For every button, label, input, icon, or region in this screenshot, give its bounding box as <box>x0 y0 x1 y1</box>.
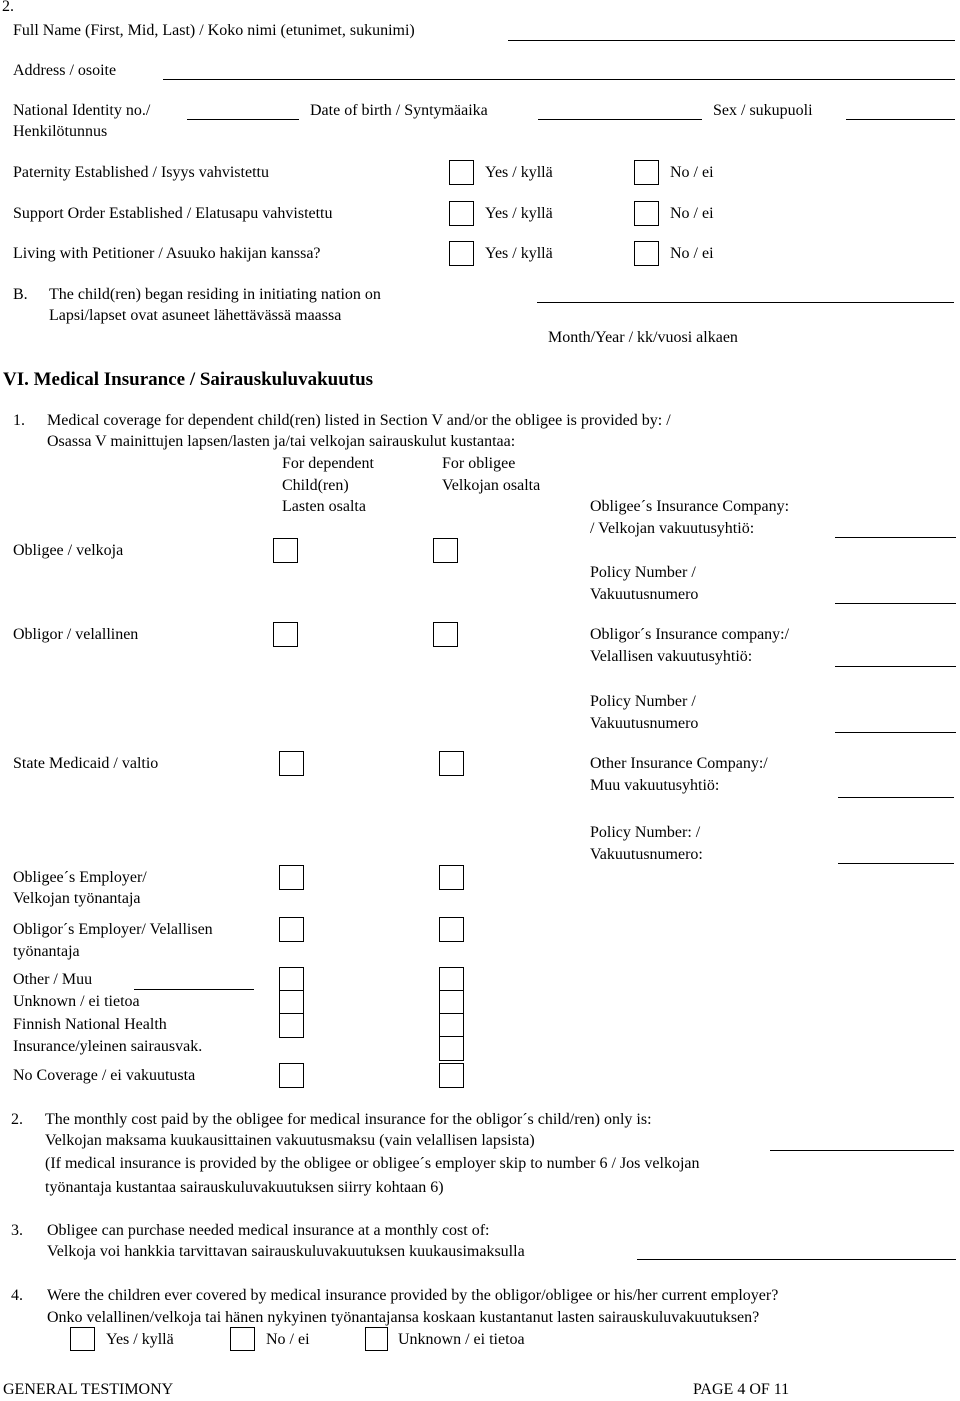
residence-line2: Lapsi/lapset ovat asuneet lähettävässä maassa <box>49 307 342 324</box>
q1-number: 1. <box>13 412 25 429</box>
obligor-company-field[interactable] <box>835 666 956 667</box>
col-dependent-2: Child(ren) <box>282 477 349 494</box>
finnish-obligee-checkbox[interactable] <box>439 1013 464 1038</box>
no-coverage-dependent-checkbox[interactable] <box>279 1063 304 1088</box>
section-vi-title: VI. Medical Insurance / Sairauskuluvakuutus <box>3 369 374 390</box>
address-label: Address / osoite <box>13 62 117 79</box>
policy-number-2-field[interactable] <box>835 732 956 733</box>
obligee-dependent-checkbox[interactable] <box>273 538 298 563</box>
obligee-company-label: Obligee´s Insurance Company: <box>590 498 790 515</box>
footer-page-number: PAGE 4 OF 11 <box>693 1381 790 1398</box>
row-finnish-label: Finnish National Health <box>13 1016 167 1033</box>
full-name-field[interactable] <box>508 40 955 41</box>
unknown-obligee-checkbox[interactable] <box>439 990 464 1015</box>
support-order-yes-label: Yes / kyllä <box>485 205 553 222</box>
footer-title: GENERAL TESTIMONY <box>3 1381 174 1398</box>
q2-line4: työnantaja kustantaa sairauskuluvakuutuksen siirry kohtaan 6) <box>45 1179 444 1196</box>
obligee-company-field[interactable] <box>835 537 956 538</box>
page-number: 2. <box>2 0 14 15</box>
q2-line3: (If medical insurance is provided by the obligee or obligee´s employer skip to number 6 / Jos velkojan <box>45 1155 700 1172</box>
row-no-coverage-label: No Coverage / ei vakuutusta <box>13 1067 196 1084</box>
q4-unknown-checkbox[interactable] <box>365 1327 388 1351</box>
paternity-no-checkbox[interactable] <box>634 160 659 185</box>
medicaid-obligee-checkbox[interactable] <box>439 751 464 776</box>
living-yes-label: Yes / kyllä <box>485 245 553 262</box>
col-dependent-3: Lasten osalta <box>282 498 366 515</box>
q4-no-label: No / ei <box>266 1331 310 1348</box>
obligor-employer-obligee-checkbox[interactable] <box>439 917 464 942</box>
sex-label: Sex / sukupuoli <box>713 102 813 119</box>
living-no-checkbox[interactable] <box>634 241 659 266</box>
row-obligee-label: Obligee / velkoja <box>13 542 124 559</box>
q2-line2: Velkojan maksama kuukausittainen vakuutusmaksu (vain velallisen lapsista) <box>45 1132 535 1149</box>
q4-unknown-label: Unknown / ei tietoa <box>398 1331 525 1348</box>
q2-cost-field[interactable] <box>770 1150 954 1151</box>
other-company-label-fi: Muu vakuutusyhtiö: <box>590 777 720 794</box>
obligor-employer-dependent-checkbox[interactable] <box>279 917 304 942</box>
obligor-company-label: Obligor´s Insurance company:/ <box>590 626 790 643</box>
row-finnish-label-2: Insurance/yleinen sairausvak. <box>13 1038 203 1055</box>
full-name-label: Full Name (First, Mid, Last) / Koko nimi (etunimet, sukunimi) <box>13 22 415 39</box>
policy-number-1-field[interactable] <box>835 603 956 604</box>
residence-date-field[interactable] <box>537 302 954 303</box>
living-no-label: No / ei <box>670 245 714 262</box>
q3-cost-field[interactable] <box>637 1259 956 1260</box>
row-obligor-employer-label-fi: työnantaja <box>13 943 80 960</box>
support-order-yes-checkbox[interactable] <box>449 201 474 226</box>
q3-line1: Obligee can purchase needed medical insurance at a monthly cost of: <box>47 1222 490 1239</box>
paternity-label: Paternity Established / Isyys vahvistettu <box>13 164 269 181</box>
q4-line2: Onko velallinen/velkoja tai hänen nykyinen työnantajansa koskaan kustantanut lasten sairauskuluvakuutuksen? <box>47 1309 760 1326</box>
paternity-yes-checkbox[interactable] <box>449 160 474 185</box>
policy-number-1-label: Policy Number / <box>590 564 696 581</box>
obligee-employer-dependent-checkbox[interactable] <box>279 865 304 890</box>
policy-number-2-label: Policy Number / <box>590 693 696 710</box>
national-id-label-fi: Henkilötunnus <box>13 123 108 140</box>
sex-field[interactable] <box>846 119 955 120</box>
row-obligee-employer-label-fi: Velkojan työnantaja <box>13 890 141 907</box>
q4-yes-label: Yes / kyllä <box>106 1331 174 1348</box>
q1-line2: Osassa V mainittujen lapsen/lasten ja/tai velkojan sairauskulut kustantaa: <box>47 433 516 450</box>
living-label: Living with Petitioner / Asuuko hakijan kanssa? <box>13 245 321 262</box>
dob-field[interactable] <box>538 119 702 120</box>
row-other-label: Other / Muu <box>13 971 93 988</box>
unknown-dependent-checkbox[interactable] <box>279 990 304 1015</box>
row-medicaid-label: State Medicaid / valtio <box>13 755 159 772</box>
col-obligee-1: For obligee <box>442 455 516 472</box>
policy-number-3-label: Policy Number: / <box>590 824 701 841</box>
policy-number-2-label-fi: Vakuutusnumero <box>590 715 699 732</box>
support-order-label: Support Order Established / Elatusapu vahvistettu <box>13 205 333 222</box>
other-company-field[interactable] <box>838 797 954 798</box>
obligor-obligee-checkbox[interactable] <box>433 622 458 647</box>
obligee-obligee-checkbox[interactable] <box>433 538 458 563</box>
other-company-label: Other Insurance Company:/ <box>590 755 768 772</box>
other-obligee-checkbox[interactable] <box>439 967 464 992</box>
q4-line1: Were the children ever covered by medical insurance provided by the obligor/obligee or his/her current employer? <box>47 1287 779 1304</box>
row-obligee-employer-label: Obligee´s Employer/ <box>13 869 147 886</box>
q3-line2: Velkoja voi hankkia tarvittavan sairauskuluvakuutuksen kuukausimaksulla <box>47 1243 525 1260</box>
other-dependent-checkbox[interactable] <box>279 967 304 992</box>
q2-line1: The monthly cost paid by the obligee for medical insurance for the obligor´s child/ren) only is: <box>45 1111 652 1128</box>
other-provider-field[interactable] <box>134 989 254 990</box>
paternity-yes-label: Yes / kyllä <box>485 164 553 181</box>
finnish-dependent-checkbox[interactable] <box>279 1013 304 1038</box>
residence-line1: The child(ren) began residing in initiating nation on <box>49 286 381 303</box>
obligee-employer-obligee-checkbox[interactable] <box>439 865 464 890</box>
finnish-obligee-checkbox-2[interactable] <box>439 1036 464 1061</box>
obligee-company-label-fi: / Velkojan vakuutusyhtiö: <box>590 520 755 537</box>
col-obligee-2: Velkojan osalta <box>442 477 541 494</box>
no-coverage-obligee-checkbox[interactable] <box>439 1063 464 1088</box>
policy-number-1-label-fi: Vakuutusnumero <box>590 586 699 603</box>
q3-number: 3. <box>11 1222 23 1239</box>
row-obligor-label: Obligor / velallinen <box>13 626 139 643</box>
residence-date-caption: Month/Year / kk/vuosi alkaen <box>548 329 738 346</box>
support-order-no-label: No / ei <box>670 205 714 222</box>
dob-label: Date of birth / Syntymäaika <box>310 102 488 119</box>
q4-no-checkbox[interactable] <box>230 1327 255 1351</box>
support-order-no-checkbox[interactable] <box>634 201 659 226</box>
national-id-label: National Identity no./ <box>13 102 151 119</box>
residence-letter: B. <box>13 286 28 303</box>
paternity-no-label: No / ei <box>670 164 714 181</box>
medicaid-dependent-checkbox[interactable] <box>279 751 304 776</box>
q1-line1: Medical coverage for dependent child(ren) listed in Section V and/or the obligee is provided by: / <box>47 412 671 429</box>
policy-number-3-label-fi: Vakuutusnumero: <box>590 846 703 863</box>
q4-number: 4. <box>11 1287 23 1304</box>
obligor-dependent-checkbox[interactable] <box>273 622 298 647</box>
q4-yes-checkbox[interactable] <box>70 1327 95 1351</box>
row-unknown-label: Unknown / ei tietoa <box>13 993 140 1010</box>
obligor-company-label-fi: Velallisen vakuutusyhtiö: <box>590 648 753 665</box>
row-obligor-employer-label: Obligor´s Employer/ Velallisen <box>13 921 213 938</box>
policy-number-3-field[interactable] <box>838 863 954 864</box>
q2-number: 2. <box>11 1111 23 1128</box>
col-dependent-1: For dependent <box>282 455 374 472</box>
living-yes-checkbox[interactable] <box>449 241 474 266</box>
address-field[interactable] <box>163 79 955 80</box>
national-id-field[interactable] <box>187 119 299 120</box>
